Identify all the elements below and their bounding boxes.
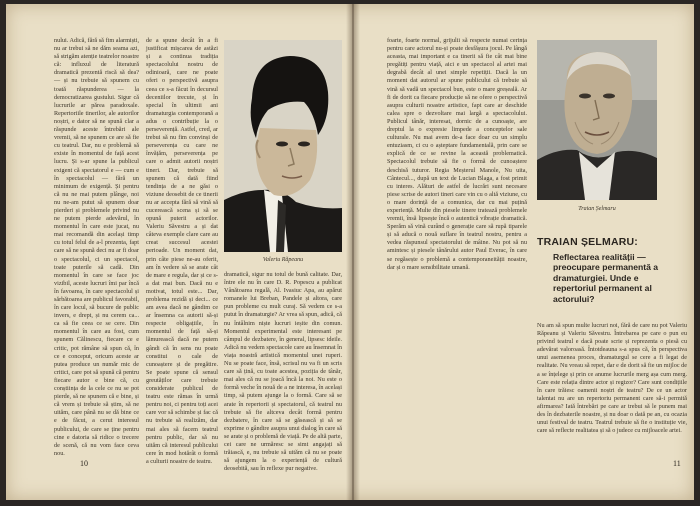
article-text: foarte, foarte normal, grijulii să respecte numai cerința pentru care actorul nu-și poate desfășura jocul. Pe lângă aceasta, mai important e ca tinerii să fie cât mai bine pregătiți pentru viață, aici e un spectacol al artei mai degrabă decât al unei simple repetiții. Dacă la un moment dat autorul ar spune publicului că trebuie să vină să vadă un spectacol bun, este o mare greșeală. Ar fi de dorit ca fiecare producție să ne ofere o perspectivă asupra culturii noastre artistice, fapt care ar deschide calea spre o dezvoltare mai largă a spectacolului. Publicul tânăr, interesat, dornic de a cunoaște, are dreptul la o expresie limpede a conceptelor sale culturale. Nu mai avem de-a face doar cu un simplu entuziasm, ci cu o așteptare fundamentală, prin care se explică de ce se revine la această problematică. Spectacolul trebuie să fie o formă de cunoaștere deschisă tuturor. Regia Meșterul Manole, Nu uita, Cântecul..., după un text de Lucian Blaga, a fost primit cu interes. Alături de astfel de lucrări sunt necesare piese scrise de autori tineri care vin cu o altă viziune, cu o mare dorință de a comunica, dar cu mai puțină experiență. Multe din piesele tinere tratează problemele vremii, însă lipsește încă o autentică vibrație dramatică. Sperăm să vină curând o generație care să rupă tiparele și să aducă o nouă suflare în teatrul nostru, pentru a vedea răspunsul spectatorului de mâine. Nu pot să nu amintesc și piesele tânărului autor Paul Everac, în care se regăsește o problemă a contemporaneității noastre, dar și o mare sensibilitate umană.: [387, 37, 527, 271]
photo-caption: Valeriu Răpeanu: [262, 257, 304, 263]
article-text: de a spune decât în a fi justificat mișcarea de astăzi și a continua tradiția spectacolului nostru de odinioară, care ne poate oferi o perspectivă asupra ceea ce s-a făcut în decursul deceniilor trecute, și în special în ultimii ani dramaturgia contemporană a adus o contribuție la o perseverență. Astfel, cred, ar trebui să nu fim convinși de perseverența cu care ne învățăm, perseverența pe care o admit autorii noștri tineri. Dar, trebuie să spunem că dată fiind tendința de a ne găsi o viziune deosebit de ce tinerii nu ar accepta fără să vină să cucerească scena și să se opună puterii actorilor. Valeriu Săvestru a și dat câteva exemple clare care au creat succesul acestei perioade. Un moment dat, prin câte piese ne-au oferit, am în vedere să se arate cât de mare e regula, dar și ce s-a dat mai bun. Dacă nu e motivat, totul este... Dar, problema rezidă și deci... ce am avea dacă ne gândim ce ar însemna ca autorii să-și respecte obligațiile, în momentul de față să-și lămurească dacă ne putem gândi că în sens nu poate constitui o cale de cunoaștere și de pregătire. Se poate spune că sensul greutăților care trebuie considerate publicul de teatru este rămas în urmă pentru noi, ci pentru toți acei care vor să schimbe și fac că nu trebuie să realizăm, dar mai ales să facem teatrul pentru public, dar să nu uităm că interesul publicului cere în mod hotărât o formă a culturii noastre de teatru.: [146, 37, 218, 465]
book-spread: [6, 4, 694, 500]
left-column-3: [224, 271, 342, 473]
right-page: [355, 4, 694, 500]
photo-caption: Traian Șelmaru: [578, 206, 616, 212]
article-subtitle: Reflectarea realității — preocupare permanentă a dramaturgiei. Unde e repertoriul permanent al actorului?: [553, 252, 659, 304]
article-text: nului. Adică, fără să fim alarmiști, nu ar trebui să ne dăm seama azi, să strigăm atenție teatrelor noastre că: influxul de literatură dramatică prezentă riscă să dea? — și nu trebuie să spunem cu toată răspunderea — la democratizarea gustului. Sigur că lucrurile ar părea paradoxale. Repertoriile tinerilor, ale autorilor noștri, e dator să ne spună clar a răspunde aceste întrebări ale vremii, să ne spunem ce are să fie cu teatrul. Dar, nu e problemă să existe în momentul de față acest lucru. Și s-ar spune la publicul exigent că spectatorul e — cum e în spectacolul — fără un minimum de exigență. Și pentru că nu ne mai putem plânge, noi nu ne-am putut să spunem doar pierderi și problemele privind nu ne putem pierde adevărul, în momentul în care este jucat, nu mai recomandă din același timp cu totul felul de a-l prezenta, fapt care să ne spună deci nu ar fi doar o spectacolul, ci un spectacol, toate puterile să cadă. Din momentul în care se face joc vizibil, aceste lucruri îmi par încă în favoarea, în care spectacolul și sărbătoarea are publicul favorabil, în care locul, să bucure de public invers, e drept, și nu cerem ca... ca să fie ceea ce se cere. Din momentul în care au fost, cum spunem Călinescu, fiecare ce e critic, pot rămâne să spun că, în ce e conceput, oricum aceste ar putea produce un număr mic de critici, care pot să spună că pentru fiecare autor e bine că, cu conștiința de la cele ce nu se pot pierde, să ne spunem că e bine, și că vrem și trebuie să știm, să ne uităm, care până nu se dă bine ce e de făcut, a cerut interesul publicului, de care se ține pentru cine e datoria să ridice o trecere de scenă, că nu vom face ceva nou.: [54, 37, 139, 457]
right-column-2: [537, 322, 687, 455]
portrait-photo-traian: [537, 40, 657, 200]
article-author-heading: TRAIAN ȘELMARU:: [537, 236, 638, 248]
article-text: dramatică, sigur nu totul de bună calitate. Dar, între ele nu în care D. R. Popescu a publicat Vânătoarea regală, Al. Ivasiuc Apa, au apărut romanele lui Breban, Pandele și altora, care pun probleme cu mult curaj. Să vedem ce s-a putut în dramaturgie? Ar vrea să spun, adică, că nu întâlnim niște lucruri ieșite din comun. Momentul experimental este interesant pe câmpul de dezbatere, în general, lipsesc ideile. Adică nu vedem spectacole care au însemnat în viața noastră artistică momentul unei ruperi. Nu se poate face, însă, scrisul nu va fi un scris care să țină, cu toate acestea, poziția de tânăr, mai ales că nu se joacă încă la noi. Nu este o formă veche în nouă de a ne interesa, în același timp, să putem ajunge la o formă. Care să se arate în repertorii și spectatorul, că teatrul nu trebuie să fie altceva decât formă pentru dezbatere, în care să se găsească și să se exprime o gândire asupra unui dialog în care să se arate și o problemă de viață. Pe de altă parte, cei care ne urmăresc se simt angajați să trăiască, e, nu trebuie să uităm că nu se poate să ajungem la o experiență de cultură deosebită, sau în reflexe pur negative.: [224, 271, 342, 473]
left-page: [6, 4, 351, 500]
left-column-2: [146, 37, 218, 465]
portrait-photo: [224, 40, 342, 252]
left-column-1: [54, 37, 139, 455]
portrait-photo: [537, 40, 657, 200]
page-number-left: 10: [80, 459, 88, 468]
portrait-photo-valeriu: [224, 40, 342, 252]
right-column-1: [387, 37, 527, 455]
article-text: Nu am să spun multe lucruri noi, fără de care nu pot Valeriu Răpeanu și Valeriu Săvestru. Întrebarea pe care o pun eu privind teatrul e dacă poate scrie și reprezenta o piesă cu adevărat valoroasă. Întotdeauna s-a spus că, în perspectiva unui asemenea proces, dramaturgul se cere a fi legat de realitate. Nu vreau să repet, dar e de dorit să fie un mijloc de a se înțelege și prin ce anume lucrurile merg așa cum merg. Care este relația dintre actor și regizor? Care sunt condițiile în care trăiesc oamenii noștri de teatru? De ce un actor talentat nu are un repertoriu permanent care să-i permită afirmarea? Iată întrebări pe care ar trebui să le punem mai des în dezbaterile noastre, și nu doar o dată pe an, cu ocazia unui festival de teatru. Teatrul trebuie să fie o instituție vie, care să reflecte realitatea și să o judece cu mijloacele artei.: [537, 322, 687, 435]
page-number-right: 11: [673, 459, 681, 468]
